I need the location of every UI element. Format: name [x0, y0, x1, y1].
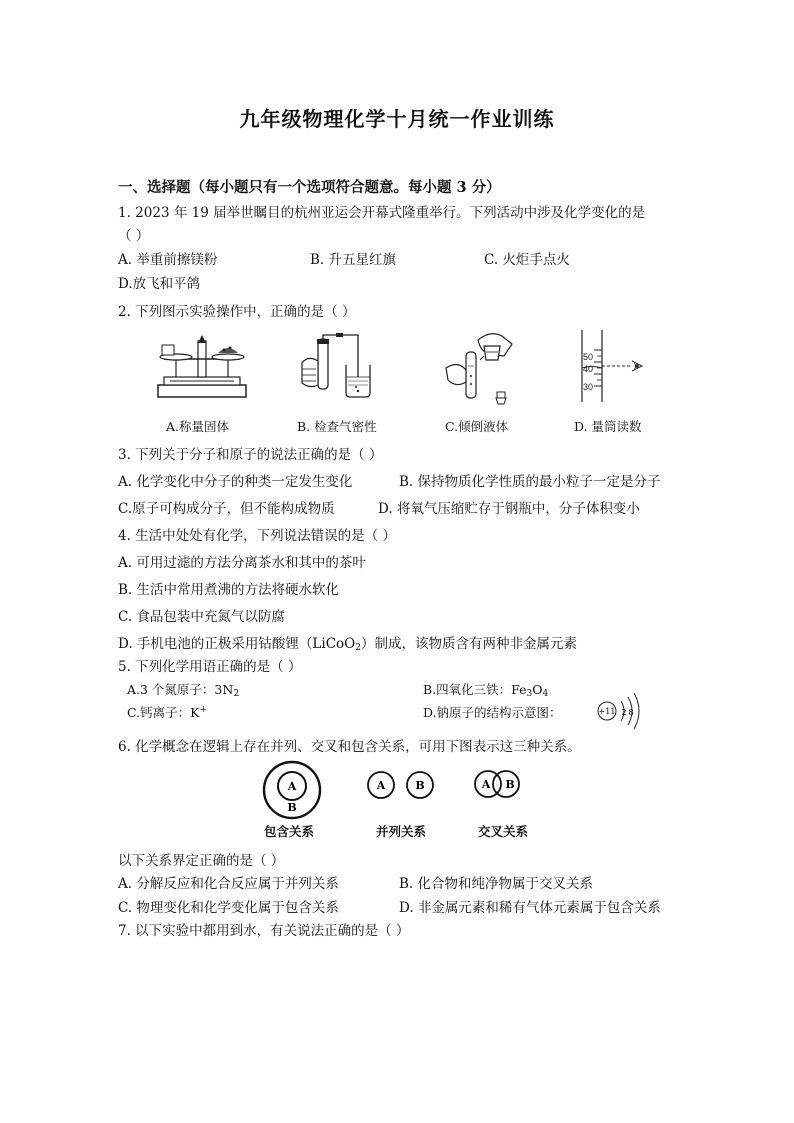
pouring-illustration — [440, 330, 520, 408]
q3-stem: 3. 下列关于分子和原子的说法正确的是（ ） — [118, 447, 383, 463]
q1-option-d: D.放飞和平鸽 — [118, 276, 201, 292]
intersection-label-a: A — [481, 778, 491, 791]
containment-diagram — [264, 762, 320, 818]
q1-paren: （ ） — [118, 228, 150, 244]
q1-option-c: C. 火炬手点火 — [484, 252, 570, 268]
q6-option-b: B. 化合物和纯净物属于交叉关系 — [399, 876, 594, 892]
q4-option-a: A. 可用过滤的方法分离茶水和其中的茶叶 — [118, 555, 366, 571]
sodium-atom-diagram — [594, 688, 640, 734]
q7-stem: 7. 以下实验中都用到水，有关说法正确的是（ ） — [118, 923, 410, 939]
page-title: 九年级物理化学十月统一作业训练 — [239, 107, 555, 131]
shell-2-count: 8 — [628, 708, 634, 717]
q6-prompt: 以下关系界定正确的是（ ） — [118, 853, 285, 869]
q3-option-b: B. 保持物质化学性质的最小粒子一定是分子 — [399, 474, 661, 490]
q1-option-a: A. 举重前擦镁粉 — [118, 252, 218, 268]
q2-caption-b: B. 检查气密性 — [297, 419, 377, 434]
label-intersection: 交叉关系 — [478, 824, 529, 839]
q3-option-c: C.原子可构成分子，但不能构成物质 — [118, 501, 335, 517]
cylinder-illustration — [578, 330, 650, 402]
shell-1-count: 2 — [621, 708, 627, 717]
q6-stem: 6. 化学概念在逻辑上存在并列、交叉和包含关系，可用下图表示这三种关系。 — [118, 739, 581, 755]
intersection-diagram — [475, 771, 519, 797]
relation-diagrams — [260, 760, 540, 818]
parallel-label-a: A — [376, 779, 386, 792]
q4-option-d: D. 手机电池的正极采用钴酸锂（LiCoO$_2$）制成，该物质含有两种非金属元素 — [118, 636, 577, 653]
q4-stem: 4. 生活中处处有化学，下列说法错误的是（ ） — [118, 528, 396, 544]
q1-option-b: B. 升五星红旗 — [310, 252, 397, 268]
q3-option-d: D. 将氧气压缩贮存于钢瓶中，分子体积变小 — [378, 501, 640, 517]
airtightness-illustration — [296, 333, 368, 405]
q2-stem: 2. 下列图示实验操作中，正确的是（ ） — [118, 304, 356, 320]
nucleus-charge: +11 — [598, 707, 616, 716]
parallel-diagram — [368, 772, 433, 798]
q1-stem: 1. 2023 年 19 届举世瞩目的杭州亚运会开幕式隆重举行。下列活动中涉及化学变化的是 — [118, 205, 646, 221]
q3-option-a: A. 化学变化中分子的种类一定发生变化 — [118, 474, 353, 490]
balance-illustration — [152, 333, 252, 403]
q5-option-c: C.钙离子：K+ — [127, 705, 207, 720]
q4-option-b: B. 生活中常用煮沸的方法将硬水软化 — [118, 582, 340, 598]
cylinder-tick-50: 50 — [583, 352, 594, 362]
containment-label-a: A — [287, 780, 297, 793]
cylinder-tick-30: 30 — [583, 382, 594, 392]
q6-option-d: D. 非金属元素和稀有气体元素属于包含关系 — [399, 900, 661, 916]
q2-caption-a: A.称量固体 — [166, 419, 230, 434]
q5-option-d: D.钠原子的结构示意图： — [423, 705, 562, 720]
q4-option-c: C. 食品包装中充氮气以防腐 — [118, 609, 285, 625]
intersection-label-b: B — [505, 778, 515, 791]
q6-option-c: C. 物理变化和化学变化属于包含关系 — [118, 900, 339, 916]
q5-option-a: A.3 个氮原子：$3N_2$ — [127, 682, 240, 699]
q5-stem: 5. 下列化学用语正确的是（ ） — [118, 659, 302, 675]
containment-label-b: B — [287, 801, 297, 814]
section-heading: 一、选择题（每小题只有一个选项符合题意。每小题 3 分） — [118, 179, 501, 196]
q2-caption-d: D. 量筒读数 — [574, 419, 642, 434]
parallel-label-b: B — [415, 779, 425, 792]
q2-caption-c: C.倾倒液体 — [445, 419, 509, 434]
cylinder-tick-40: 40 — [583, 364, 594, 374]
label-containment: 包含关系 — [264, 824, 315, 839]
q6-option-a: A. 分解反应和化合反应属于并列关系 — [118, 876, 339, 892]
label-parallel: 并列关系 — [376, 824, 427, 839]
q5-option-b: B.四氧化三铁：$Fe_3O_4$ — [423, 682, 549, 699]
